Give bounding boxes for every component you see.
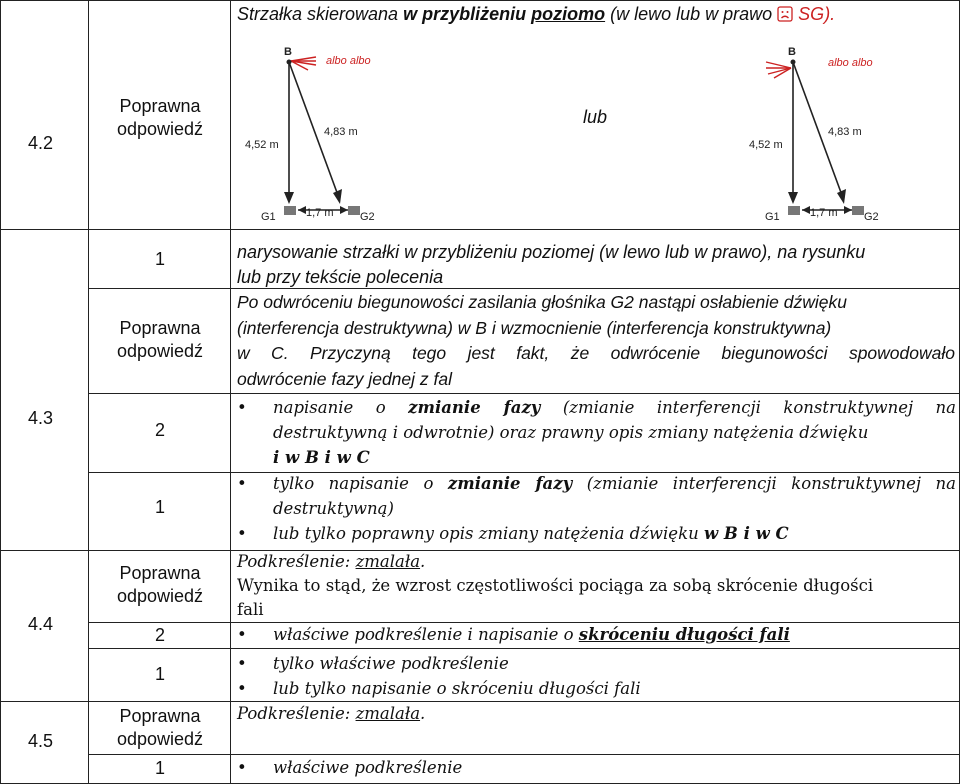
score: 1	[154, 249, 165, 269]
speaker-label: G1	[261, 211, 276, 223]
column-divider-score	[230, 0, 231, 784]
row-label	[90, 317, 230, 363]
task-number: 4.2	[28, 133, 54, 153]
score: 1	[154, 758, 165, 778]
point-b-label: B	[284, 46, 292, 58]
geometry-figure-left	[236, 42, 386, 226]
row-divider	[0, 701, 960, 702]
row-divider	[88, 622, 960, 623]
speaker-label: G2	[864, 211, 879, 223]
alternative-lub: lub	[583, 107, 608, 127]
geometry-figure-right	[740, 42, 890, 226]
label-line: Poprawna	[119, 318, 201, 338]
row-divider	[88, 754, 960, 755]
row-divider	[88, 393, 960, 394]
row-divider	[0, 229, 960, 230]
distance-label: 1,7 m	[306, 207, 334, 219]
row-divider	[88, 648, 960, 649]
sad-face-icon	[777, 6, 793, 22]
scoring-criterion: • tylko właściwe podkreślenie • lub tylko napisanie o skróceniu długości fali	[273, 651, 641, 701]
row-label	[90, 562, 230, 608]
distance-label: 4,83 m	[828, 126, 862, 138]
row-label	[90, 95, 230, 141]
label-line: Poprawna	[119, 563, 201, 583]
task-number: 4.3	[28, 408, 54, 428]
scoring-criterion: • tylko napisanie o zmianie fazy (zmianie interferencji konstruktywnej na destruktywną) • lub tylko poprawny opis zmiany natężenia dźwięku w B i w C	[273, 471, 956, 546]
instruction-note: Strzałka skierowana w przybliżeniu poziomo (w lewo lub w prawo SG).	[237, 4, 836, 24]
speaker-label: G1	[765, 211, 780, 223]
scoring-criterion: • właściwe podkreślenie	[273, 758, 462, 777]
table-border-left	[0, 0, 1, 784]
label-line: odpowiedź	[116, 729, 204, 749]
column-divider-number	[88, 0, 89, 784]
task-number: 4.4	[28, 614, 54, 634]
score: 1	[154, 497, 165, 517]
model-answer: Podkreślenie: zmalała. Wynika to stąd, że wzrost częstotliwości pociąga za sobą skrócenie długości fali	[237, 552, 874, 619]
point-b-label: B	[788, 46, 796, 58]
arrow-label: albo albo	[828, 57, 873, 69]
score: 1	[154, 664, 165, 684]
label-line: odpowiedź	[116, 119, 204, 139]
row-label	[90, 705, 230, 751]
score: 2	[154, 625, 165, 645]
speaker-label: G2	[360, 211, 375, 223]
criterion-text: narysowanie strzałki w przybliżeniu poziomej (w lewo lub w prawo), na rysunku lub przy tekście polecenia	[237, 242, 866, 287]
distance-label: 4,83 m	[324, 126, 358, 138]
label-line: Poprawna	[119, 96, 201, 116]
model-answer: Podkreślenie: zmalała.	[237, 704, 426, 723]
distance-label: 4,52 m	[245, 139, 279, 151]
table-border-top	[0, 0, 960, 1]
scoring-criterion: • właściwe podkreślenie i napisanie o skróceniu długości fali	[273, 625, 790, 644]
label-line: odpowiedź	[116, 341, 204, 361]
distance-label: 1,7 m	[810, 207, 838, 219]
model-answer: Po odwróceniu biegunowości zasilania głośnika G2 nastąpi osłabienie dźwięku (interferencja destruktywna) w B i wzmocnienie (interferencja konstruktywna) w C. Przyczyną tego jest fakt, że odwrócenie biegunowości spowodowało odwrócenie fazy jednej z fal	[237, 292, 955, 389]
scoring-criterion: • napisanie o zmianie fazy (zmianie interferencji konstruktywnej na destruktywną i odwrotnie) oraz prawny opis zmiany natężenia dźwięku i w B i w C	[273, 395, 956, 470]
score: 2	[154, 420, 165, 440]
arrow-label: albo albo	[326, 55, 371, 67]
label-line: odpowiedź	[116, 586, 204, 606]
label-line: Poprawna	[119, 706, 201, 726]
task-number: 4.5	[28, 731, 54, 751]
distance-label: 4,52 m	[749, 139, 783, 151]
